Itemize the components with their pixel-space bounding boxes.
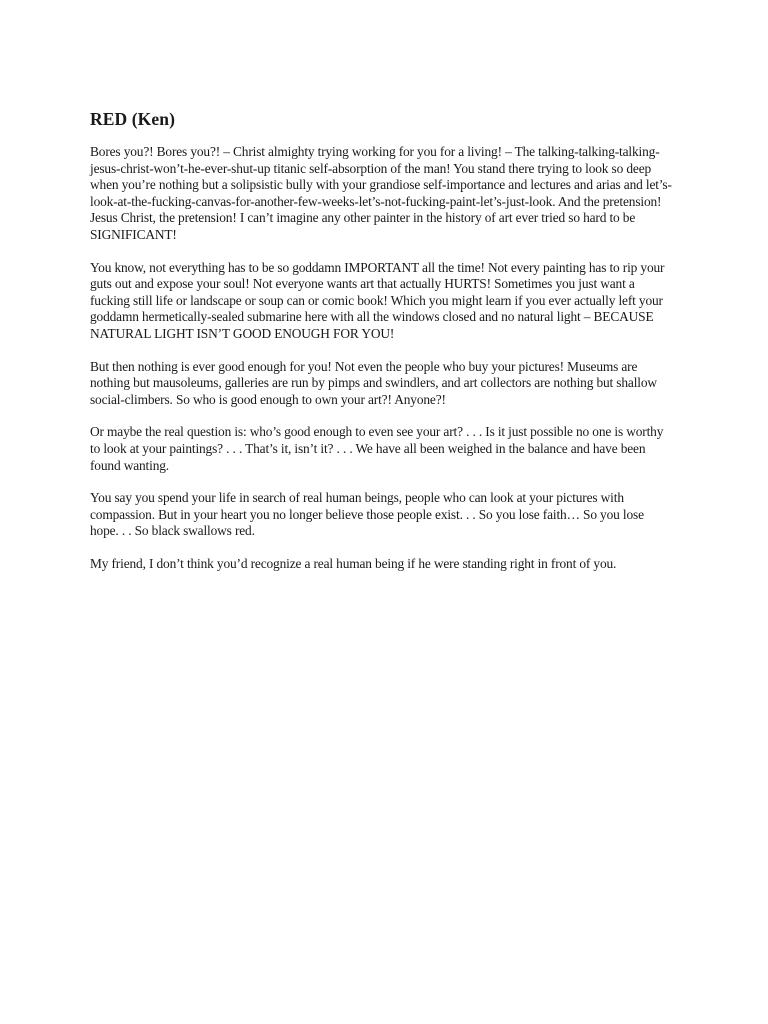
paragraph-2: You know, not everything has to be so goddamn IMPORTANT all the time! Not every painting has to rip your guts out and expose your soul! Not everyone wants art that actually HURTS! Sometimes you just want a fucking still life or landscape or soup can or comic book! Which you might learn if you ever actually left your goddamn hermetically-sealed submarine here with all the windows closed and no natural light – BECAUSE NATURAL LIGHT ISN’T GOOD ENOUGH FOR YOU! <box>90 259 665 341</box>
paragraph-6: My friend, I don’t think you’d recognize a real human being if he were standing right in front of you. <box>90 555 617 571</box>
document-title: RED (Ken) <box>90 109 175 129</box>
paragraph-4: Or maybe the real question is: who’s good enough to even see your art? . . . Is it just possible no one is worthy to look at your paintings? . . . That’s it, isn’t it? . . . We have all been weighed in the balance and have been found wanting. <box>90 424 664 473</box>
document-body <box>90 108 672 588</box>
paragraph-5: You say you spend your life in search of real human beings, people who can look at your pictures with compassion. But in your heart you no longer believe those people exist. . . So you lose faith… So you lose hope. . . So black swallows red. <box>90 490 644 539</box>
paragraph-1: Bores you?! Bores you?! – Christ almighty trying working for you for a living! – The talking-talking-talking-jesus-christ-won’t-he-ever-shut-up titanic self-absorption of the man! You stand there trying to look so deep when you’re nothing but a solipsistic bully with your grandiose self-importance and lectures and arias and let’s-look-at-the-fucking-canvas-for-another-few-weeks-let’s-not-fucking-paint-let’s-just-look. And the pretension! Jesus Christ, the pretension! I can’t imagine any other painter in the history of art ever tried so hard to be SIGNIFICANT! <box>90 144 672 242</box>
paragraph-3: But then nothing is ever good enough for you! Not even the people who buy your pictures! Museums are nothing but mausoleums, galleries are run by pimps and swindlers, and art collectors are nothing but shallow social-climbers. So who is good enough to own your art?! Anyone?! <box>90 358 657 407</box>
